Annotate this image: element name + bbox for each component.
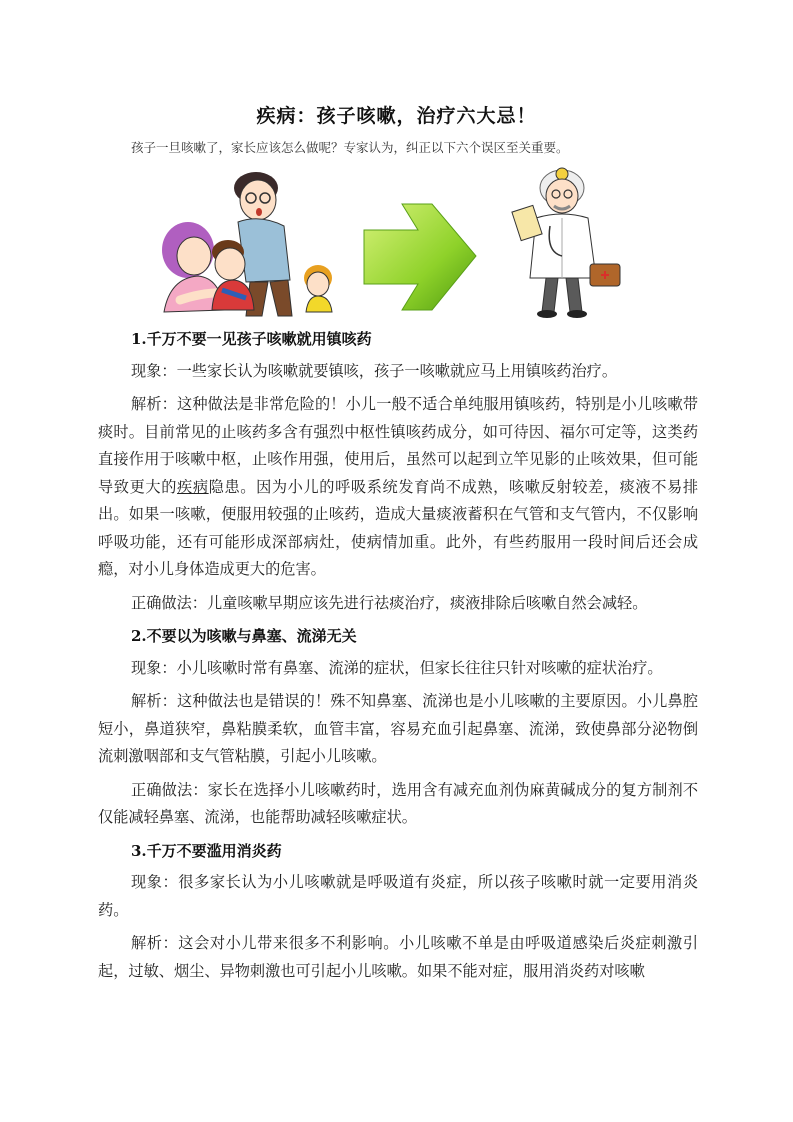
document-intro: 孩子一旦咳嗽了，家长应该怎么做呢？专家认为，纠正以下六个误区至关重要。 <box>131 140 569 155</box>
phenomenon-paragraph: 现象：一些家长认为咳嗽就要镇咳，孩子一咳嗽就应马上用镇咳药治疗。 <box>131 361 617 380</box>
analysis-text-continued: 隐患。因为小儿的呼吸系统发育尚不成熟，咳嗽反射较差，痰液不易排出。如果一咳嗽，便服用较强的止咳药，造成大量痰液蓄积在气管和支气管内，不仅影响呼吸功能，还有可能形成深部病灶，使病情加重。此外，有些药服用一段时间后还会成瘾，对小儿身体造成更大的危害。 <box>98 477 699 578</box>
section-heading: 2.不要以为咳嗽与鼻塞、流涕无关 <box>131 627 357 645</box>
correct-practice-paragraph: 正确做法：儿童咳嗽早期应该先进行祛痰治疗，痰液排除后咳嗽自然会减轻。 <box>131 593 648 612</box>
disease-link[interactable]: 疾病 <box>177 477 209 496</box>
article-body <box>98 326 698 985</box>
analysis-text: 解析：这种做法是非常危险的！小儿一般不适合单纯服用镇咳药，特别是小儿咳嗽带痰时。目前常见的止咳药多含有强烈中枢性镇咳药成分，如可待因、福尔可定等，这类药直接作用于咳嗽中枢，止咳作用强，使用后，虽然可以起到立竿见影的止咳效果，但可能导致更大的 <box>98 395 698 496</box>
document-title: 疾病：孩子咳嗽，治疗六大忌！ <box>256 105 537 127</box>
green-arrow-icon <box>364 204 476 310</box>
phenomenon-paragraph: 现象：很多家长认为小儿咳嗽就是呼吸道有炎症，所以孩子咳嗽时就一定要用消炎药。 <box>98 873 698 919</box>
analysis-paragraph <box>98 391 698 584</box>
section-heading: 1.千万不要一见孩子咳嗽就用镇咳药 <box>131 330 372 348</box>
family-illustration <box>162 172 332 316</box>
analysis-paragraph: 解析：这会对小儿带来很多不利影响。小儿咳嗽不单是由呼吸道感染后炎症刺激引起，过敏、烟尘、异物刺激也可引起小儿咳嗽。如果不能对症，服用消炎药对咳嗽 <box>98 934 698 980</box>
header-illustration <box>150 160 630 322</box>
doctor-illustration <box>512 168 620 318</box>
phenomenon-paragraph: 现象：小儿咳嗽时常有鼻塞、流涕的症状，但家长往往只针对咳嗽的症状治疗。 <box>131 658 663 677</box>
analysis-paragraph: 解析：这种做法也是错误的！殊不知鼻塞、流涕也是小儿咳嗽的主要原因。小儿鼻腔短小，鼻道狭窄，鼻粘膜柔软，血管丰富，容易充血引起鼻塞、流涕，致使鼻部分泌物倒流刺激咽部和支气管粘膜，引起小儿咳嗽。 <box>98 692 698 765</box>
section-heading: 3.千万不要滥用消炎药 <box>131 841 282 860</box>
correct-practice-paragraph: 正确做法：家长在选择小儿咳嗽药时，选用含有减充血剂伪麻黄碱成分的复方制剂不仅能减轻鼻塞、流涕，也能帮助减轻咳嗽症状。 <box>98 780 698 826</box>
